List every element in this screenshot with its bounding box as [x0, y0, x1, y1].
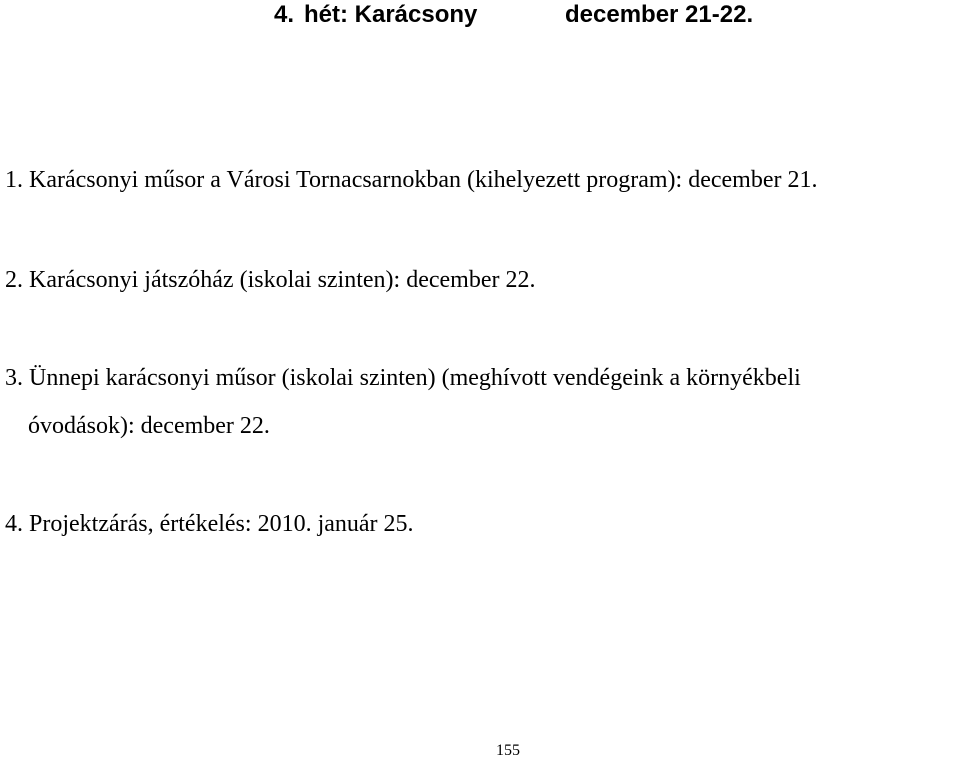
list-item-text: 2. Karácsonyi játszóház (iskolai szinten): december 22.: [5, 267, 536, 293]
list-item: [5, 256, 950, 304]
list-item-continuation: óvodások): december 22.: [28, 413, 270, 439]
list-item: [5, 500, 950, 548]
page-heading: [0, 0, 960, 32]
list-item: [5, 354, 950, 450]
heading-week-number: 4.: [274, 1, 295, 28]
page-footer: [0, 742, 960, 760]
page-number: 155: [496, 742, 520, 759]
heading-date: december 21-22.: [565, 1, 754, 28]
list-item-text: 3. Ünnepi karácsonyi műsor (iskolai szinten) (meghívott vendégeink a környékbeli: [5, 365, 801, 391]
list-item: [5, 156, 950, 204]
list-item-text: 1. Karácsonyi műsor a Városi Tornacsarnokban (kihelyezett program): december 21.: [5, 167, 818, 193]
heading-title: hét: Karácsony: [304, 1, 478, 28]
list-item-text: 4. Projektzárás, értékelés: 2010. január 25.: [5, 511, 414, 537]
